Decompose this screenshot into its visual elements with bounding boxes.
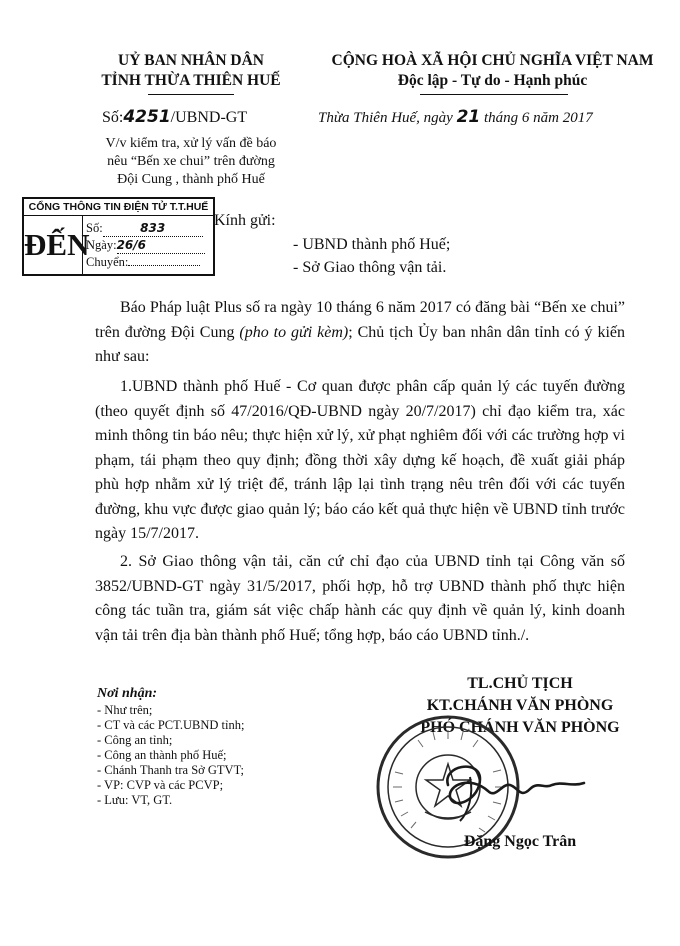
stamp-den: ĐẾN xyxy=(24,216,83,274)
receiver-item: - Lưu: VT, GT. xyxy=(97,793,173,807)
handwritten-signature-icon xyxy=(440,755,590,825)
doc-number-prefix: Số: xyxy=(102,109,124,126)
doc-number-handwritten: 4251 xyxy=(123,107,171,127)
org-name-line1: UỶ BAN NHÂN DÂN xyxy=(118,52,264,69)
org-name-line2: TỈNH THỪA THIÊN HUẾ xyxy=(101,72,281,89)
subject-line: Đội Cung , thành phố Huế xyxy=(117,172,265,187)
recipient-item: - Sở Giao thông vận tải. xyxy=(293,259,447,276)
body-intro xyxy=(95,296,625,370)
signature-line1: TL.CHỦ TỊCH xyxy=(467,675,573,692)
national-motto: Độc lập - Tự do - Hạnh phúc xyxy=(397,72,588,89)
date-suffix: tháng 6 năm 2017 xyxy=(484,110,593,126)
stamp-so-value: 833 xyxy=(140,221,166,235)
subject xyxy=(60,135,322,189)
stamp-ngay xyxy=(86,238,205,254)
body-para-1: 1.UBND thành phố Huế - Cơ quan được phân cấp quản lý các tuyến đường (theo quyết định số 47/2016/QĐ-UBND ngày 20/7/2017) chỉ đạo kiểm tra, xác minh thông tin báo nêu; thực hiện xử lý, xử phạt nghiêm đối với các trường hợp vi phạm, tái phạm theo quy định; đồng thời xây dựng kế hoạch, đề xuất giải pháp phù hợp nhằm xử lý triệt để, tránh lập lại tình trạng nêu trên đối với các tuyến đường, khu vực được giao quản lý; báo cáo kết quả thực hiện về UBND tỉnh trước ngày 15/7/2017. xyxy=(95,378,625,542)
stamp-ngay-value: 26/6 xyxy=(116,238,146,252)
receiver-item: - Công an thành phố Huế; xyxy=(97,748,227,762)
motto-underline xyxy=(420,94,568,95)
signature-line3: PHÓ CHÁNH VĂN PHÒNG xyxy=(420,719,620,736)
stamp-chuyen xyxy=(86,255,200,270)
subject-line: nêu “Bến xe chui” trên đường xyxy=(107,154,275,169)
intro-italic: (pho to gửi kèm) xyxy=(239,323,349,341)
national-title: CỘNG HOÀ XÃ HỘI CHỦ NGHĨA VIỆT NAM xyxy=(331,52,654,69)
recipients-label: Kính gửi: xyxy=(214,212,276,229)
stamp-chuyen-label: Chuyển: xyxy=(86,255,129,269)
receiver-item: - Như trên; xyxy=(97,703,153,717)
stamp-ngay-label: Ngày: xyxy=(86,238,117,252)
date-prefix: Thừa Thiên Huế, ngày xyxy=(318,110,453,126)
receiver-item: - VP: CVP và các PCVP; xyxy=(97,778,224,792)
body-para-2: 2. Sở Giao thông vận tải, căn cứ chỉ đạo của UBND tỉnh tại Công văn số 3852/UBND-GT ngày 31/5/2017, phối hợp, hỗ trợ UBND thành phố thực hiện công tác tuần tra, giám sát việc chấp hành các quy định về quản lý, kinh doanh vận tải trên địa bàn thành phố Huế; tổng hợp, báo cáo UBND tỉnh./. xyxy=(95,553,625,644)
signature-line2: KT.CHÁNH VĂN PHÒNG xyxy=(426,697,614,714)
signer-name: Đặng Ngọc Trân xyxy=(463,833,577,850)
receivers-title: Nơi nhận: xyxy=(97,686,158,701)
issue-date xyxy=(318,107,593,127)
stamp-so-label: Số: xyxy=(86,221,103,235)
intro-text-a: Báo Pháp luật Plus số ra ngày 10 tháng 6 năm 2017 có đăng bài “Bến xe chui” trên đường Đội Cung xyxy=(95,299,625,341)
incoming-stamp xyxy=(22,197,215,276)
receiver-item: - Chánh Thanh tra Sở GTVT; xyxy=(97,763,244,777)
subject-line: V/v kiểm tra, xử lý vấn đề báo xyxy=(105,136,277,151)
receivers-list xyxy=(97,703,244,808)
doc-number xyxy=(102,107,247,127)
intro-text-b: ; Chủ tịch Ủy ban nhân dân tỉnh có ý kiến như sau: xyxy=(95,323,626,365)
date-day-handwritten: 21 xyxy=(456,107,481,127)
doc-number-suffix: /UBND-GT xyxy=(170,109,248,126)
recipients-list xyxy=(293,233,450,279)
stamp-title: CỔNG THÔNG TIN ĐIỆN TỬ T.T.HUẾ xyxy=(24,199,213,216)
receiver-item: - Công an tỉnh; xyxy=(97,733,173,747)
recipient-item: - UBND thành phố Huế; xyxy=(293,236,451,253)
stamp-so xyxy=(86,221,203,237)
receiver-item: - CT và các PCT.UBND tỉnh; xyxy=(97,718,245,732)
org-underline xyxy=(148,94,234,95)
